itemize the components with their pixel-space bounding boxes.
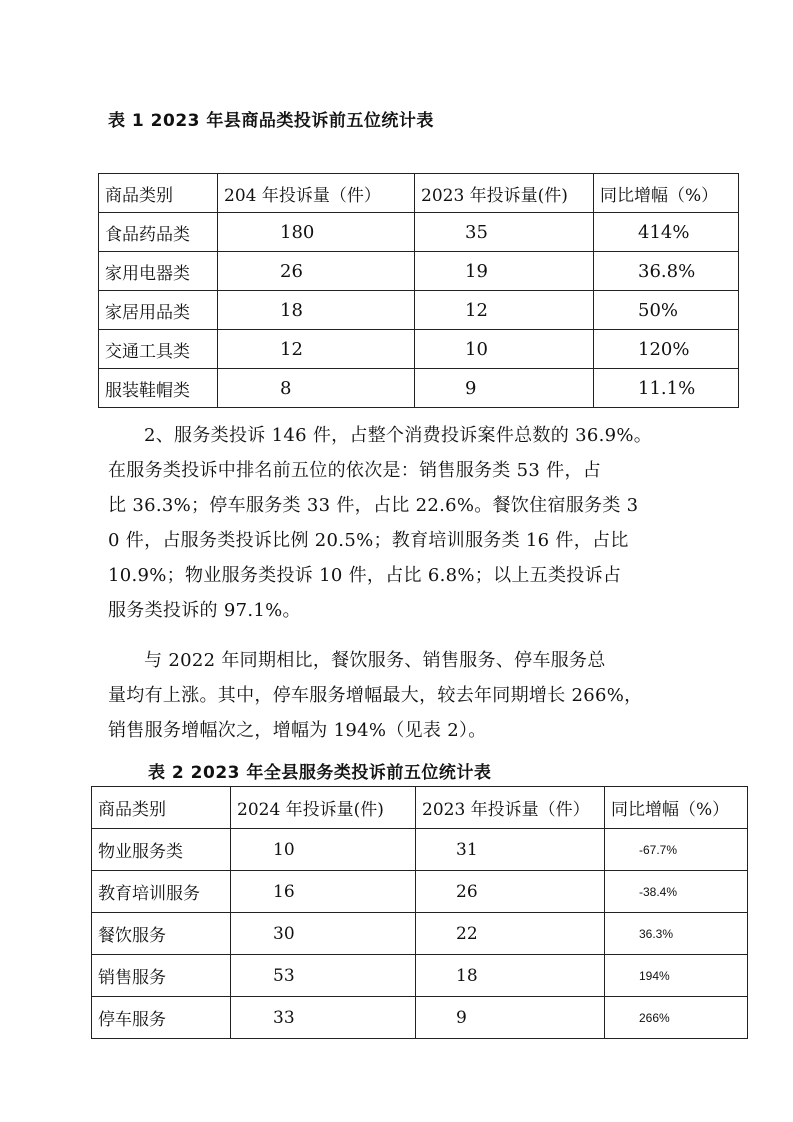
table-row	[92, 913, 748, 955]
table2-cell-count-2024: 10	[231, 829, 416, 871]
table1-cell-category: 交通工具类	[99, 330, 218, 369]
paragraph-service-complaints	[108, 418, 714, 628]
table2-cell-category: 停车服务	[92, 997, 231, 1039]
table-row	[99, 213, 739, 252]
paragraph-line: 比 36.3%；停车服务类 33 件，占比 22.6%。餐饮住宿服务类 3	[108, 495, 639, 516]
paragraph-line: 在服务类投诉中排名前五位的依次是：销售服务类 53 件，占	[108, 460, 602, 481]
paragraph-line: 2、服务类投诉 146 件，占整个消费投诉案件总数的 36.9%。	[144, 425, 653, 446]
paragraph-year-comparison	[108, 643, 714, 748]
table1-cell-growth: 36.8%	[594, 252, 739, 291]
table2-header-count-2024: 2024 年投诉量(件)	[231, 787, 416, 829]
table2-header-row	[92, 787, 748, 829]
table-row	[99, 291, 739, 330]
table2-cell-count-2023: 18	[416, 955, 605, 997]
table2-cell-count-2024: 53	[231, 955, 416, 997]
table1-cell-growth: 120%	[594, 330, 739, 369]
table1-cell-growth: 11.1%	[594, 369, 739, 408]
table1-cell-count-2023: 10	[415, 330, 594, 369]
table2-cell-growth: 36.3%	[605, 913, 748, 955]
table2-cell-category: 物业服务类	[92, 829, 231, 871]
table2-cell-count-2023: 22	[416, 913, 605, 955]
table2-caption: 表 2 2023 年全县服务类投诉前五位统计表	[148, 763, 492, 783]
table1-cell-count-2024: 180	[218, 213, 415, 252]
table2-cell-growth: -67.7%	[605, 829, 748, 871]
table1-header-count-2023: 2023 年投诉量(件)	[415, 174, 594, 213]
table2-header-growth: 同比增幅（%）	[605, 787, 748, 829]
table-row	[92, 997, 748, 1039]
table1-cell-category: 家居用品类	[99, 291, 218, 330]
table2-cell-category: 销售服务	[92, 955, 231, 997]
table1-cell-count-2024: 18	[218, 291, 415, 330]
table2-cell-growth: 194%	[605, 955, 748, 997]
table1-caption: 表 1 2023 年县商品类投诉前五位统计表	[108, 111, 434, 131]
table-row	[92, 871, 748, 913]
paragraph-line: 0 件，占服务类投诉比例 20.5%；教育培训服务类 16 件，占比	[108, 530, 629, 551]
paragraph-line: 与 2022 年同期相比，餐饮服务、销售服务、停车服务总	[144, 650, 606, 671]
table1-cell-count-2023: 19	[415, 252, 594, 291]
table1-cell-category: 食品药品类	[99, 213, 218, 252]
table2-cell-growth: 266%	[605, 997, 748, 1039]
paragraph-line: 销售服务增幅次之，增幅为 194%（见表 2）。	[108, 720, 487, 741]
table2-cell-category: 餐饮服务	[92, 913, 231, 955]
table2-header-count-2023: 2023 年投诉量（件）	[416, 787, 605, 829]
table1-cell-category: 家用电器类	[99, 252, 218, 291]
table2-cell-count-2024: 33	[231, 997, 416, 1039]
table2-cell-count-2024: 16	[231, 871, 416, 913]
table1-header-count-2024: 204 年投诉量（件）	[218, 174, 415, 213]
table-row	[92, 955, 748, 997]
paragraph-line: 服务类投诉的 97.1%。	[108, 600, 301, 621]
paragraph-line: 量均有上涨。其中，停车服务增幅最大，较去年同期增长 266%，	[108, 685, 643, 706]
table-row	[99, 330, 739, 369]
table-row	[99, 369, 739, 408]
table2-header-category: 商品类别	[92, 787, 231, 829]
paragraph-line: 10.9%；物业服务类投诉 10 件，占比 6.8%；以上五类投诉占	[108, 565, 622, 586]
table1-header-category: 商品类别	[99, 174, 218, 213]
table1-cell-growth: 414%	[594, 213, 739, 252]
table1-cell-count-2024: 12	[218, 330, 415, 369]
table1	[98, 173, 739, 408]
table1-cell-count-2024: 26	[218, 252, 415, 291]
table1-cell-count-2023: 35	[415, 213, 594, 252]
table1-cell-count-2023: 9	[415, 369, 594, 408]
table2-cell-count-2023: 9	[416, 997, 605, 1039]
table1-header-row	[99, 174, 739, 213]
table2-cell-count-2024: 30	[231, 913, 416, 955]
table1-header-growth: 同比增幅（%）	[594, 174, 739, 213]
table1-cell-count-2023: 12	[415, 291, 594, 330]
table2-cell-growth: -38.4%	[605, 871, 748, 913]
table1-cell-category: 服装鞋帽类	[99, 369, 218, 408]
table2-cell-count-2023: 31	[416, 829, 605, 871]
table2-cell-count-2023: 26	[416, 871, 605, 913]
table2	[91, 786, 748, 1039]
table1-cell-count-2024: 8	[218, 369, 415, 408]
table-row	[99, 252, 739, 291]
table-row	[92, 829, 748, 871]
table2-cell-category: 教育培训服务	[92, 871, 231, 913]
table1-cell-growth: 50%	[594, 291, 739, 330]
